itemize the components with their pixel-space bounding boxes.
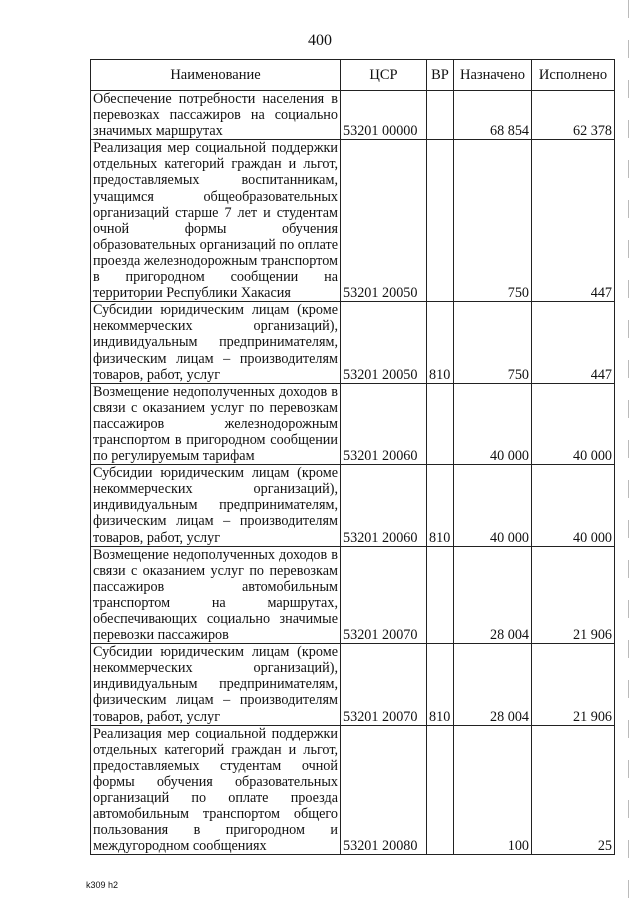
row-csr: 53201 20050 [341,140,427,302]
row-vr [427,140,454,302]
row-assigned: 68 854 [454,91,532,140]
row-csr: 53201 20050 [341,302,427,383]
row-assigned: 100 [454,725,532,855]
header-csr: ЦСР [341,60,427,91]
row-assigned: 750 [454,302,532,383]
row-name: Возмещение недополученных доходов в связи с оказанием услуг по перевозкам пассажиров железнодорожным транспортом в пригородном сообщении по регулируемым тарифам [91,383,341,464]
row-csr: 53201 20060 [341,383,427,464]
header-vr: ВР [427,60,454,91]
row-name: Реализация мер социальной поддержки отдельных категорий граждан и льгот, предоставляемых студентам очной формы обучения образовательных организаций по оплате проезда автомобильным транспортом общего пользования в пригородном и междугородном сообщениях [91,725,341,855]
budget-table [90,59,615,855]
table-row [91,644,615,725]
table-row [91,725,615,855]
footer-code: k309 h2 [86,880,119,890]
table-row [91,302,615,383]
table-row [91,465,615,546]
row-csr: 53201 00000 [341,91,427,140]
row-csr: 53201 20070 [341,644,427,725]
header-assigned: Назначено [454,60,532,91]
row-vr [427,91,454,140]
row-csr: 53201 20070 [341,546,427,644]
row-name: Реализация мер социальной поддержки отдельных категорий граждан и льгот, предоставляемых воспитанникам, учащимся общеобразовательных организаций старше 7 лет и студентам очной формы обучения образовательных организаций по оплате проезда железнодорожным транспортом в пригородном сообщении на территории Республики Хакасия [91,140,341,302]
row-assigned: 28 004 [454,546,532,644]
page-number: 400 [308,32,332,49]
row-name: Субсидии юридическим лицам (кроме некоммерческих организаций), индивидуальным предпринимателям, физическим лицам – производителям товаров, работ, услуг [91,644,341,725]
row-vr: 810 [427,302,454,383]
row-assigned: 40 000 [454,465,532,546]
header-executed: Исполнено [532,60,615,91]
header-name: Наименование [91,60,341,91]
row-name: Субсидии юридическим лицам (кроме некоммерческих организаций), индивидуальным предпринимателям, физическим лицам – производителям товаров, работ, услуг [91,302,341,383]
row-vr: 810 [427,465,454,546]
row-assigned: 28 004 [454,644,532,725]
table-header-row [91,60,615,91]
row-vr [427,383,454,464]
row-executed: 62 378 [532,91,615,140]
table-row [91,140,615,302]
table-row [91,383,615,464]
row-csr: 53201 20060 [341,465,427,546]
row-csr: 53201 20080 [341,725,427,855]
row-name: Возмещение недополученных доходов в связи с оказанием услуг по перевозкам пассажиров автомобильным транспортом на маршрутах, обеспечивающих социально значимые перевозки пассажиров [91,546,341,644]
row-vr: 810 [427,644,454,725]
row-name: Обеспечение потребности населения в перевозках пассажиров на социально значимых маршрутах [91,91,341,140]
row-executed: 447 [532,140,615,302]
row-executed: 21 906 [532,644,615,725]
row-vr [427,546,454,644]
row-assigned: 40 000 [454,383,532,464]
row-vr [427,725,454,855]
margin-scan-line [628,0,629,905]
row-executed: 21 906 [532,546,615,644]
row-executed: 40 000 [532,383,615,464]
row-executed: 40 000 [532,465,615,546]
row-assigned: 750 [454,140,532,302]
row-name: Субсидии юридическим лицам (кроме некоммерческих организаций), индивидуальным предпринимателям, физическим лицам – производителям товаров, работ, услуг [91,465,341,546]
row-executed: 25 [532,725,615,855]
row-executed: 447 [532,302,615,383]
table-row [91,91,615,140]
table-row [91,546,615,644]
